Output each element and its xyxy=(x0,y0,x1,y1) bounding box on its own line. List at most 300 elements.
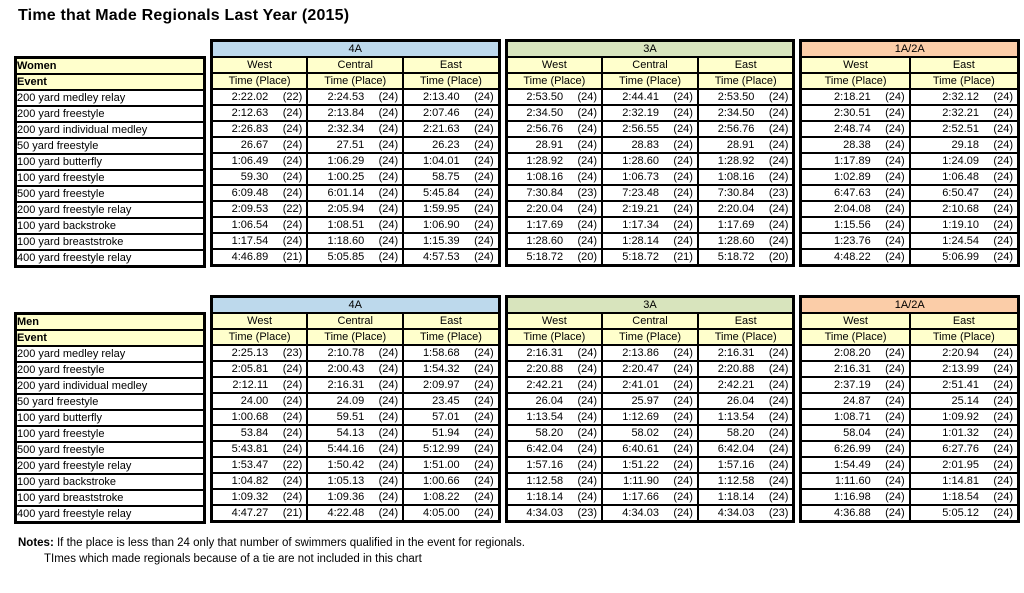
place-value: (24) xyxy=(577,410,598,423)
place-value: (24) xyxy=(885,170,905,183)
table-row xyxy=(211,121,499,137)
time-value: 24.00 xyxy=(240,394,269,407)
time-place-cell xyxy=(211,361,307,377)
table-row xyxy=(506,137,794,153)
time-place-value xyxy=(603,251,697,264)
place-value: (24) xyxy=(768,218,789,231)
place-value: (22) xyxy=(282,90,303,103)
time-place-value xyxy=(308,187,402,200)
time-place-cell xyxy=(307,169,403,185)
place-value: (24) xyxy=(282,394,303,407)
place-value: (24) xyxy=(378,202,399,215)
time-place-value xyxy=(699,379,792,392)
time-place-cell xyxy=(910,201,1019,217)
time-place-value xyxy=(911,379,1017,392)
place-value: (24) xyxy=(993,218,1013,231)
table-row xyxy=(211,489,499,505)
place-value: (22) xyxy=(282,202,303,215)
place-value: (24) xyxy=(768,362,789,375)
region-header: Central xyxy=(307,57,403,73)
time-place-cell xyxy=(506,185,602,201)
time-value: 4:36.88 xyxy=(834,506,871,519)
time-place-cell xyxy=(403,473,499,489)
time-value: 2:20.94 xyxy=(942,346,979,359)
table-row xyxy=(211,457,499,473)
time-place-value xyxy=(508,91,601,104)
time-place-cell xyxy=(698,153,794,169)
time-value: 7:30.84 xyxy=(526,186,564,199)
time-place-value xyxy=(802,427,908,440)
time-value: 2:25.13 xyxy=(231,346,269,359)
time-value: 6:40.61 xyxy=(622,442,659,455)
time-value: 1:12.58 xyxy=(717,474,755,487)
time-value: 2:42.21 xyxy=(526,378,564,391)
time-value: 1:13.54 xyxy=(717,410,755,423)
time-place-cell xyxy=(910,105,1019,121)
time-value: 2:09.97 xyxy=(422,378,460,391)
time-value: 1:50.42 xyxy=(327,458,365,471)
time-place-header: Time (Place) xyxy=(801,329,910,345)
time-place-cell xyxy=(698,409,794,425)
time-place-value xyxy=(699,123,792,136)
time-place-header: Time (Place) xyxy=(698,329,794,345)
event-name-cell: 200 yard individual medley xyxy=(16,122,205,138)
time-place-header: Time (Place) xyxy=(801,73,910,89)
time-place-cell xyxy=(307,201,403,217)
time-value: 58.20 xyxy=(726,426,755,439)
table-row xyxy=(16,154,205,170)
time-value: 1:01.32 xyxy=(942,426,979,439)
time-place-value xyxy=(699,171,792,184)
place-value: (24) xyxy=(282,490,303,503)
division-block-1a2a xyxy=(799,295,1020,523)
time-value: 2:34.50 xyxy=(526,106,564,119)
time-value: 1:06.48 xyxy=(942,170,979,183)
time-place-value xyxy=(213,251,306,264)
place-value: (24) xyxy=(378,426,399,439)
men-table xyxy=(14,295,1024,524)
place-value: (24) xyxy=(378,442,399,455)
time-value: 28.83 xyxy=(631,138,659,151)
time-place-cell xyxy=(910,249,1019,266)
place-value: (24) xyxy=(577,474,598,487)
time-value: 2:13.99 xyxy=(942,362,979,375)
table-row xyxy=(16,474,205,490)
time-value: 2:22.02 xyxy=(231,90,269,103)
table-row xyxy=(16,234,205,250)
time-place-cell xyxy=(602,457,698,473)
time-value: 6:42.04 xyxy=(526,442,564,455)
time-value: 2:41.01 xyxy=(622,378,659,391)
time-place-value xyxy=(404,187,497,200)
table-row xyxy=(801,57,1019,73)
division-band: 4A xyxy=(211,297,499,314)
place-value: (24) xyxy=(673,154,693,167)
time-place-value xyxy=(802,107,908,120)
time-place-value xyxy=(404,171,497,184)
time-place-value xyxy=(911,427,1017,440)
table-row xyxy=(801,233,1019,249)
time-place-cell xyxy=(698,377,794,393)
time-place-value xyxy=(213,203,306,216)
time-place-cell xyxy=(602,249,698,266)
time-place-value xyxy=(802,203,908,216)
place-value: (24) xyxy=(378,362,399,375)
time-place-cell xyxy=(910,361,1019,377)
time-value: 1:05.13 xyxy=(327,474,365,487)
time-place-cell xyxy=(307,233,403,249)
place-value: (24) xyxy=(577,154,598,167)
place-value: (24) xyxy=(474,202,494,215)
division-block-4a xyxy=(210,39,501,267)
time-value: 1:28.92 xyxy=(526,154,564,167)
time-place-value xyxy=(213,171,306,184)
time-place-cell xyxy=(698,457,794,473)
time-place-value xyxy=(508,475,601,488)
place-value: (21) xyxy=(673,250,693,263)
time-place-cell xyxy=(910,393,1019,409)
time-value: 5:12.99 xyxy=(422,442,460,455)
event-name-cell: 200 yard medley relay xyxy=(16,90,205,106)
time-place-cell xyxy=(910,137,1019,153)
time-place-value xyxy=(699,363,792,376)
place-value: (24) xyxy=(474,378,494,391)
time-place-value xyxy=(699,459,792,472)
time-value: 2:18.21 xyxy=(834,90,871,103)
time-value: 6:42.04 xyxy=(717,442,755,455)
place-value: (24) xyxy=(673,122,693,135)
time-place-value xyxy=(699,91,792,104)
time-place-cell xyxy=(910,457,1019,473)
time-place-value xyxy=(508,363,601,376)
time-place-cell xyxy=(307,137,403,153)
time-value: 2:32.19 xyxy=(622,106,659,119)
event-name-cell: 400 yard freestyle relay xyxy=(16,506,205,523)
time-place-header: Time (Place) xyxy=(307,329,403,345)
time-place-value xyxy=(802,171,908,184)
place-value: (24) xyxy=(577,458,598,471)
time-place-value xyxy=(802,347,908,360)
time-place-value xyxy=(699,219,792,232)
region-header: East xyxy=(698,57,794,73)
time-place-cell xyxy=(910,345,1019,361)
time-place-cell xyxy=(602,409,698,425)
time-value: 2:10.68 xyxy=(942,202,979,215)
table-row xyxy=(211,473,499,489)
time-value: 2:05.81 xyxy=(231,362,269,375)
time-place-cell xyxy=(506,377,602,393)
time-value: 58.20 xyxy=(535,426,564,439)
time-value: 1:58.68 xyxy=(422,346,460,359)
time-value: 5:05.85 xyxy=(327,250,365,263)
time-place-cell xyxy=(698,473,794,489)
place-value: (24) xyxy=(768,346,789,359)
table-row xyxy=(506,185,794,201)
time-place-cell xyxy=(698,249,794,266)
time-place-cell xyxy=(403,89,499,105)
table-row xyxy=(506,169,794,185)
event-column xyxy=(14,312,206,524)
event-name-cell: 200 yard freestyle xyxy=(16,362,205,378)
time-value: 4:48.22 xyxy=(834,250,871,263)
time-value: 26.04 xyxy=(726,394,755,407)
event-name-cell: 100 yard backstroke xyxy=(16,474,205,490)
table-row xyxy=(211,409,499,425)
time-place-value xyxy=(308,427,402,440)
time-place-cell xyxy=(403,137,499,153)
table-row xyxy=(211,105,499,121)
time-place-cell xyxy=(602,121,698,137)
time-value: 1:06.73 xyxy=(622,170,659,183)
time-place-cell xyxy=(602,441,698,457)
time-value: 1:24.54 xyxy=(942,234,979,247)
time-value: 1:11.90 xyxy=(623,474,659,487)
table-row xyxy=(801,489,1019,505)
time-place-value xyxy=(404,123,497,136)
time-place-value xyxy=(603,91,697,104)
place-value: (24) xyxy=(993,442,1013,455)
region-header: East xyxy=(910,313,1019,329)
table-row xyxy=(801,377,1019,393)
place-value: (23) xyxy=(282,346,303,359)
place-value: (24) xyxy=(577,394,598,407)
time-place-value xyxy=(911,155,1017,168)
table-row xyxy=(211,505,499,522)
time-place-cell xyxy=(698,169,794,185)
time-place-value xyxy=(308,91,402,104)
time-place-value xyxy=(508,443,601,456)
table-row xyxy=(801,73,1019,89)
time-value: 51.94 xyxy=(432,426,460,439)
place-value: (24) xyxy=(474,490,494,503)
time-value: 24.87 xyxy=(843,394,871,407)
place-value: (20) xyxy=(768,250,789,263)
time-value: 1:11.60 xyxy=(834,474,871,487)
table-row xyxy=(801,345,1019,361)
place-value: (24) xyxy=(378,346,399,359)
table-row xyxy=(211,185,499,201)
division-band: 3A xyxy=(506,297,794,314)
time-place-cell xyxy=(307,425,403,441)
time-place-value xyxy=(603,363,697,376)
time-value: 2:56.76 xyxy=(526,122,564,135)
place-value: (24) xyxy=(282,122,303,135)
time-value: 4:05.00 xyxy=(422,506,460,519)
time-place-value xyxy=(308,251,402,264)
time-value: 2:12.11 xyxy=(232,378,269,391)
time-place-value xyxy=(911,459,1017,472)
table-row xyxy=(506,57,794,73)
time-value: 2:24.53 xyxy=(327,90,365,103)
time-value: 1:18.14 xyxy=(717,490,755,503)
time-value: 6:09.48 xyxy=(231,186,269,199)
time-value: 2:16.31 xyxy=(834,362,871,375)
time-place-cell xyxy=(506,505,602,522)
division-block-3a xyxy=(505,39,796,267)
region-header: West xyxy=(506,313,602,329)
time-place-value xyxy=(603,235,697,248)
time-place-value xyxy=(603,107,697,120)
time-place-value xyxy=(213,347,306,360)
place-value: (24) xyxy=(768,426,789,439)
time-place-cell xyxy=(307,185,403,201)
table-row xyxy=(801,505,1019,522)
table-row xyxy=(211,393,499,409)
time-place-value xyxy=(404,363,497,376)
place-value: (24) xyxy=(577,138,598,151)
time-value: 2:56.76 xyxy=(717,122,755,135)
place-value: (24) xyxy=(993,506,1013,519)
time-place-cell xyxy=(910,505,1019,522)
event-name-cell: 100 yard butterfly xyxy=(16,154,205,170)
time-value: 1:09.92 xyxy=(942,410,979,423)
place-value: (24) xyxy=(378,458,399,471)
place-value: (24) xyxy=(474,410,494,423)
place-value: (24) xyxy=(474,362,494,375)
time-place-value xyxy=(802,379,908,392)
place-value: (24) xyxy=(768,90,789,103)
table-row xyxy=(211,425,499,441)
table-row xyxy=(211,73,499,89)
time-value: 1:18.54 xyxy=(942,490,979,503)
place-value: (24) xyxy=(577,490,598,503)
time-value: 2:37.19 xyxy=(834,378,871,391)
time-place-value xyxy=(308,443,402,456)
place-value: (24) xyxy=(282,170,303,183)
event-name-cell: 500 yard freestyle xyxy=(16,186,205,202)
place-value: (24) xyxy=(474,90,494,103)
table-row xyxy=(16,106,205,122)
place-value: (24) xyxy=(993,426,1013,439)
time-place-cell xyxy=(307,505,403,522)
time-place-value xyxy=(603,219,697,232)
place-value: (24) xyxy=(885,410,905,423)
event-name-cell: 200 yard medley relay xyxy=(16,346,205,362)
time-value: 1:06.29 xyxy=(327,154,365,167)
time-place-cell xyxy=(910,169,1019,185)
time-place-cell xyxy=(307,345,403,361)
time-place-value xyxy=(213,411,306,424)
time-place-value xyxy=(911,219,1017,232)
time-value: 6:01.14 xyxy=(327,186,365,199)
place-value: (24) xyxy=(282,154,303,167)
time-value: 2:16.31 xyxy=(526,346,564,359)
notes-line2: TImes which made regionals because of a tie are not included in this chart xyxy=(44,553,422,565)
event-name-cell: 500 yard freestyle xyxy=(16,442,205,458)
time-value: 1:17.69 xyxy=(526,218,564,231)
time-value: 1:06.54 xyxy=(231,218,269,231)
time-place-value xyxy=(911,411,1017,424)
time-place-value xyxy=(603,123,697,136)
division-block-3a xyxy=(505,295,796,523)
place-value: (24) xyxy=(378,234,399,247)
time-value: 2:44.41 xyxy=(622,90,659,103)
event-name-cell: 100 yard breaststroke xyxy=(16,234,205,250)
time-place-value xyxy=(508,459,601,472)
place-value: (24) xyxy=(993,170,1013,183)
table-row xyxy=(211,361,499,377)
time-place-header: Time (Place) xyxy=(506,329,602,345)
time-place-cell xyxy=(801,137,910,153)
time-value: 54.13 xyxy=(336,426,365,439)
time-place-cell xyxy=(307,393,403,409)
place-value: (24) xyxy=(885,138,905,151)
table-row xyxy=(801,169,1019,185)
time-place-cell xyxy=(602,489,698,505)
time-place-value xyxy=(603,491,697,504)
time-place-cell xyxy=(403,361,499,377)
table-row xyxy=(801,457,1019,473)
time-value: 1:17.69 xyxy=(717,218,755,231)
time-place-cell xyxy=(602,217,698,233)
time-place-cell xyxy=(506,201,602,217)
table-row xyxy=(506,361,794,377)
time-place-cell xyxy=(910,377,1019,393)
place-value: (23) xyxy=(577,506,598,519)
time-value: 53.84 xyxy=(240,426,269,439)
table-row xyxy=(801,409,1019,425)
time-value: 1:28.92 xyxy=(717,154,755,167)
event-column-table xyxy=(14,312,206,524)
time-place-value xyxy=(699,187,792,200)
time-place-value xyxy=(508,251,601,264)
time-place-cell xyxy=(910,217,1019,233)
time-place-cell xyxy=(403,217,499,233)
table-row xyxy=(211,169,499,185)
time-value: 6:47.63 xyxy=(834,186,871,199)
place-value: (24) xyxy=(993,202,1013,215)
time-value: 26.23 xyxy=(432,138,460,151)
place-value: (24) xyxy=(993,186,1013,199)
time-place-value xyxy=(802,139,908,152)
table-row xyxy=(506,41,794,58)
time-place-cell xyxy=(602,105,698,121)
table-row xyxy=(16,362,205,378)
time-value: 1:28.60 xyxy=(717,234,755,247)
table-row xyxy=(801,201,1019,217)
time-place-cell xyxy=(403,441,499,457)
time-value: 1:09.36 xyxy=(327,490,365,503)
time-place-value xyxy=(213,427,306,440)
time-value: 2:10.78 xyxy=(327,346,365,359)
time-place-header: Time (Place) xyxy=(910,73,1019,89)
time-value: 6:26.99 xyxy=(834,442,871,455)
table-row xyxy=(16,122,205,138)
time-place-value xyxy=(308,507,402,520)
event-name-cell: 100 yard butterfly xyxy=(16,410,205,426)
time-place-value xyxy=(308,123,402,136)
table-row xyxy=(801,441,1019,457)
time-place-cell xyxy=(211,121,307,137)
time-value: 2:20.04 xyxy=(526,202,564,215)
time-place-header: Time (Place) xyxy=(307,73,403,89)
time-place-cell xyxy=(307,473,403,489)
time-value: 1:08.22 xyxy=(422,490,460,503)
time-value: 59.51 xyxy=(336,410,365,423)
place-value: (24) xyxy=(885,506,905,519)
place-value: (21) xyxy=(282,250,303,263)
table-row xyxy=(211,329,499,345)
time-place-value xyxy=(404,411,497,424)
place-value: (24) xyxy=(577,378,598,391)
place-value: (24) xyxy=(768,458,789,471)
time-place-value xyxy=(699,475,792,488)
time-place-value xyxy=(911,171,1017,184)
time-place-value xyxy=(603,155,697,168)
time-place-cell xyxy=(506,153,602,169)
time-place-value xyxy=(508,235,601,248)
table-row xyxy=(506,121,794,137)
